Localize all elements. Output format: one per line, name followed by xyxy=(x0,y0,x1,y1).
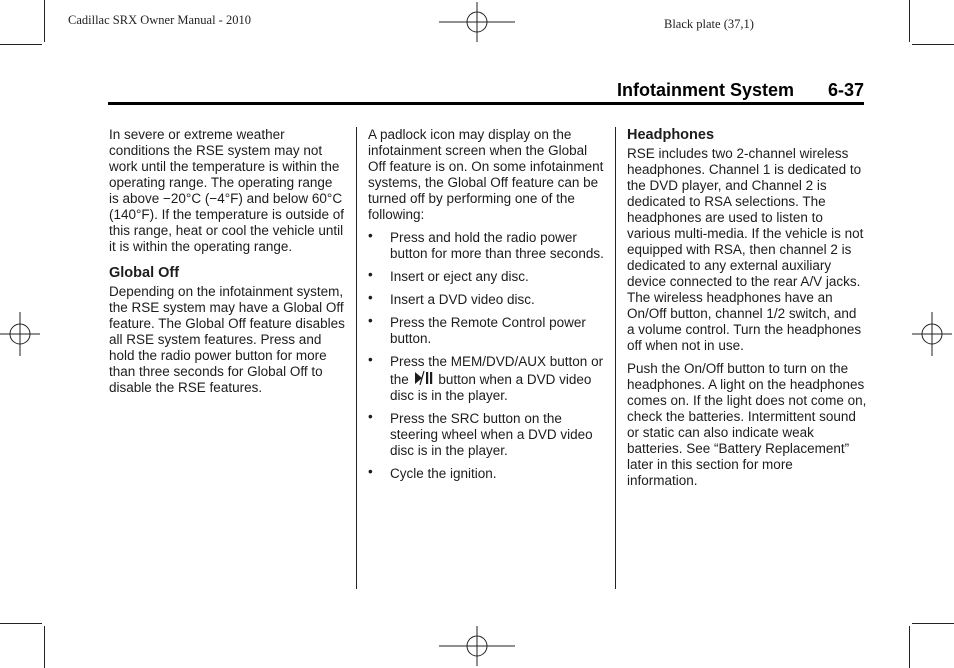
crop-mark xyxy=(44,626,45,668)
list-item xyxy=(368,411,608,459)
paragraph: RSE includes two 2-channel wireless headphones. Channel 1 is dedicated to the DVD player, and Channel 2 is dedicated to RSA selections. The headphones are used to listen to various multi-media. If the vehicle is not equipped with RSA, then channel 2 is dedicated to any external auxiliary device connected to the rear A/V jacks. The wireless headphones have an On/Off button, channel 1/2 switch, and a volume control. Turn the headphones off when not in use. xyxy=(627,146,864,353)
page-header xyxy=(108,80,864,105)
registration-mark-icon xyxy=(439,626,515,666)
plate-label: Cadillac SRX Owner Manual - 2010 xyxy=(68,13,251,27)
paragraph: Depending on the infotainment system, the RSE system may have a Global Off feature. The Global Off feature disables all RSE system features. Press and hold the radio power button for more than three seconds for Global Off to disable the RSE features. xyxy=(109,284,345,395)
column-middle xyxy=(368,127,608,489)
list-item xyxy=(368,315,608,347)
bullet: • xyxy=(368,228,373,243)
plate-number: Black plate (37,1) xyxy=(664,17,754,31)
bullet: • xyxy=(368,409,373,424)
paragraph: A padlock icon may display on the infotainment screen when the Global Off feature is on. On some infotainment systems, the Global Off feature can be turned off by performing one of the following: xyxy=(368,127,604,222)
page-number: 6-37 xyxy=(827,80,864,100)
crop-mark xyxy=(912,44,954,45)
paragraph: In severe or extreme weather conditions the RSE system may not work until the temperature is within the operating range. The operating range is above −20°C (−4°F) and below 60°C (140°F). If the temperature is outside of this range, heat or cool the vehicle until it is within the operating range. xyxy=(109,127,345,254)
bullet: • xyxy=(368,290,373,305)
column-divider xyxy=(356,127,357,589)
crop-mark xyxy=(909,626,910,668)
list-item xyxy=(368,354,608,404)
section-heading: Global Off xyxy=(109,265,180,281)
registration-mark-icon xyxy=(912,312,952,356)
list-item-text: Press the Remote Control power button. xyxy=(390,315,586,346)
crop-mark xyxy=(0,623,42,624)
crop-mark xyxy=(44,0,45,42)
bullet: • xyxy=(368,267,373,282)
crop-mark xyxy=(0,44,42,45)
list-item-text: button when a DVD video disc is in the player. xyxy=(390,372,592,403)
bullet: • xyxy=(368,352,373,367)
list-item-text: Insert a DVD video disc. xyxy=(390,292,535,307)
list-item xyxy=(368,466,608,482)
list-item-text: Cycle the ignition. xyxy=(390,466,497,481)
play-pause-icon xyxy=(414,370,434,386)
list-item xyxy=(368,269,608,285)
crop-mark xyxy=(909,0,910,42)
bullet: • xyxy=(368,464,373,479)
list-item xyxy=(368,292,608,308)
list-item-text: Press the MEM/DVD/AUX button or the xyxy=(390,354,604,387)
section-title: Infotainment System xyxy=(616,80,794,100)
registration-mark-icon xyxy=(439,2,515,42)
column-divider xyxy=(615,127,616,589)
column-left xyxy=(109,127,345,403)
bullet-list xyxy=(368,230,608,482)
registration-mark-icon xyxy=(0,312,40,356)
paragraph: Push the On/Off button to turn on the headphones. A light on the headphones comes on. If the light does not come on, check the batteries. Intermittent sound or static can also indicate weak batteries. See “Battery Replacement” later in this section for more information. xyxy=(627,361,867,488)
list-item-text: Press the SRC button on the steering wheel when a DVD video disc is in the player. xyxy=(390,411,593,458)
list-item xyxy=(368,230,608,262)
crop-mark xyxy=(912,623,954,624)
list-item-text: Press and hold the radio power button for more than three seconds. xyxy=(390,230,604,261)
list-item-text: Insert or eject any disc. xyxy=(390,269,529,284)
column-right xyxy=(627,127,867,496)
section-heading: Headphones xyxy=(627,127,715,143)
bullet: • xyxy=(368,313,373,328)
